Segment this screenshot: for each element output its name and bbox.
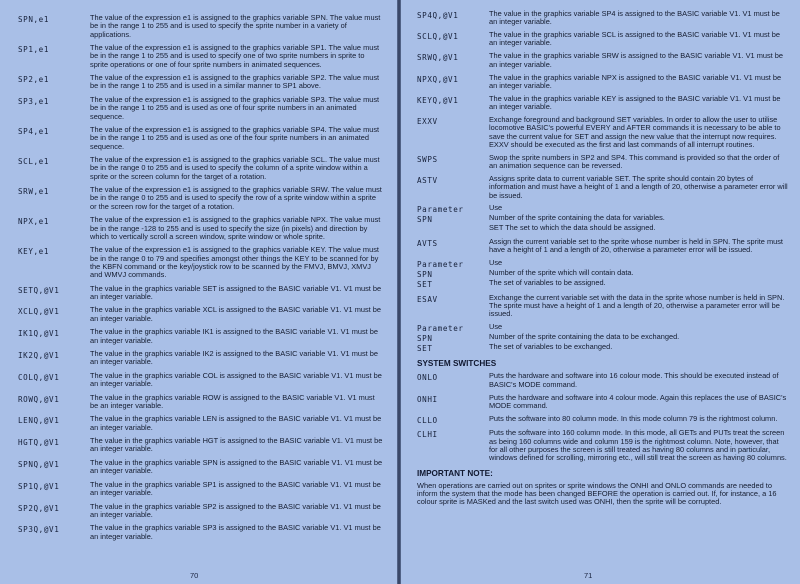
command-keyword: SP1,e1 (18, 45, 50, 55)
command-description: Assigns sprite data to current variable SET. The sprite should contain 20 bytes of information and must have a height of 1 and a length of 20, otherwise a parameter error will be issued. (489, 173, 788, 200)
command-description: The value in the graphics variable SP3 is assigned to the BASIC variable V1. V1 must be an integer variable. (90, 523, 381, 541)
command-keyword: SP1Q,@V1 (18, 481, 60, 491)
command-entry (18, 459, 383, 476)
command-keyword: ESAV (417, 294, 438, 304)
command-description: The set of variables to be exchanged. (489, 342, 613, 352)
command-entry (417, 154, 788, 171)
command-description: The value in the graphics variable COL is assigned to the BASIC variable V1. V1 must be an integer variable. (90, 370, 382, 389)
command-description: The value in the graphics variable SRW is assigned to the BASIC variable V1. V1 must be an integer variable. (489, 51, 783, 69)
command-keyword: SCL,e1 (18, 157, 50, 167)
page-number-right: 71 (584, 571, 593, 580)
command-description: The value of the expression e1 is assigned to the graphics variable SRW. The value must be in the range 0 to 255 and is used to specify the row of a sprite window within a sprite or the screen row for the target of a rotation. (90, 185, 382, 211)
command-description: Puts the software into 160 column mode. In this mode, all GETs and PUTs treat the screen as being 160 columns wide and column 159 is the rightmost column. Note, however, that for all other purposes the screen is still treated as having 80 columns and in particular, windows defined for scrolling, mirroring etc., will still treat the screen as having 80 columns. (489, 428, 787, 463)
command-entry-avts (417, 238, 788, 255)
command-description: Number of the sprite which will contain data. (489, 267, 634, 277)
command-keyword: SPN (417, 269, 433, 279)
command-keyword: IK2Q,@V1 (18, 351, 60, 361)
command-entry (417, 116, 788, 149)
important-note-text: When operations are carried out on sprites or sprite windows the ONHI and ONLO commands are needed to inform the system that the mode has been changed BEFORE the operation is carried out. If, for instance, a 16 colour sprite is MASKed and the last switch used was ONHI, then the sprite will be corrupted. (417, 480, 777, 506)
command-keyword: KEY,e1 (18, 247, 50, 257)
command-description: Use (489, 203, 503, 213)
command-entry (417, 10, 788, 27)
command-keyword: Parameter (417, 259, 464, 269)
right-page (401, 0, 800, 584)
system-switches-list (417, 372, 788, 462)
command-description: The value in the graphics variable LEN is assigned to the BASIC variable V1. V1 must be an integer variable. (90, 414, 382, 432)
command-description: The value in the graphics variable IK2 is assigned to the BASIC variable V1. V1 must be an integer variable. (90, 349, 378, 367)
left-entries (18, 14, 383, 541)
command-description: Swop the sprite numbers in SP2 and SP4. This command is provided so that the order of an animation sequence can be reversed. (489, 152, 780, 171)
command-keyword: COLQ,@V1 (18, 372, 60, 382)
command-entry (18, 186, 383, 211)
command-description: The value in the graphics variable NPX is assigned to the BASIC variable V1. V1 must be an integer variable. (489, 72, 782, 90)
command-description: The value of the expression e1 is assigned to the graphics variable NPX. The value must be in the range -128 to 255 and is used to specify the size (in pixels) and direction by which to vertically scroll a screen window, sprite window or whole sprite. (90, 215, 381, 241)
command-entry (18, 328, 383, 345)
command-entry (18, 44, 383, 69)
command-entry (417, 372, 788, 389)
command-description: The value in the graphics variable HGT is assigned to the BASIC variable V1. V1 must be an integer variable. (90, 436, 383, 454)
command-keyword: SRW,e1 (18, 187, 50, 197)
command-keyword: SWPS (417, 154, 438, 164)
command-entry (18, 415, 383, 432)
command-entry (417, 175, 788, 200)
page-number-left: 70 (190, 571, 199, 580)
command-entry (18, 246, 383, 279)
command-keyword: KEYQ,@V1 (417, 95, 459, 105)
command-description: The value in the graphics variable ROW is assigned to the BASIC variable V1. V1 must be an integer variable. (90, 392, 375, 410)
command-description: The value of the expression e1 is assigned to the graphics variable SP2. The value must be in the range 1 to 255 and is used in a similar manner to SP1 above. (90, 73, 380, 91)
command-description: Assign the current variable set to the sprite whose number is held in SPN. The sprite must have a height of 1 and a length of 20, otherwise a parameter error will be issued. (489, 236, 783, 254)
command-entry (18, 524, 383, 541)
command-entry (18, 350, 383, 367)
command-entry (18, 126, 383, 151)
command-description: The value in the graphics variable SP1 is assigned to the BASIC variable V1. V1 must be an integer variable. (90, 479, 381, 498)
parameter-table-avts (417, 259, 788, 289)
command-entry (417, 224, 788, 232)
command-entry-esav (417, 294, 788, 319)
command-description: Puts the hardware and software into 16 colour mode. This should be executed instead of BASIC's MODE command. (489, 371, 779, 389)
command-entry (417, 343, 788, 353)
command-description: The value of the expression e1 is assigned to the graphics variable SPN. The value must be in the range 1 to 255 and is used to specify the sprite number in a variety of applications. (90, 13, 381, 39)
command-entry (417, 429, 788, 462)
command-entry (18, 14, 383, 39)
command-description: Exchange the current variable set with the data in the sprite whose number is held in SPN. The sprite must have a height of 1 and a length of 20, otherwise a parameter error will be issued. (489, 292, 785, 319)
command-keyword: LENQ,@V1 (18, 416, 60, 426)
command-entry (18, 306, 383, 323)
command-description: The value of the expression e1 is assigned to the graphics variable SP4. The value must be in the range 1 to 255 and is used as one of the four sprite numbers in an animated sequence. (90, 125, 380, 151)
command-description: The value in the graphics variable SP2 is assigned to the BASIC variable V1. V1 must be an integer variable. (90, 501, 381, 519)
important-note-heading: IMPORTANT NOTE: (417, 468, 493, 478)
command-keyword: ONLO (417, 373, 438, 383)
command-description: SET The set to which the data should be assigned. (489, 223, 656, 233)
command-keyword: SET (417, 344, 433, 354)
command-keyword: SP3,e1 (18, 96, 50, 106)
system-switches-heading: SYSTEM SWITCHES (417, 359, 497, 369)
command-entry (417, 31, 788, 48)
command-description: The value of the expression e1 is assigned to the graphics variable SCL. The value must be in the range 0 to 255 and is used to specify the column of a sprite window within a sprite or the screen column for the target of a rotation. (90, 155, 380, 181)
parameter-table-esav (417, 323, 788, 353)
command-entry (18, 216, 383, 241)
command-description: Use (489, 257, 503, 267)
command-entry (18, 372, 383, 389)
command-keyword: NPXQ,@V1 (417, 74, 459, 84)
command-entry (417, 74, 788, 91)
command-keyword: HGTQ,@V1 (18, 438, 60, 448)
command-keyword: SP3Q,@V1 (18, 525, 60, 535)
command-description: Use (489, 322, 503, 332)
command-keyword: SPNQ,@V1 (18, 459, 60, 469)
command-entry (18, 156, 383, 181)
command-keyword: SPN (417, 215, 433, 225)
command-entry (18, 503, 383, 520)
command-keyword: Parameter (417, 324, 464, 334)
command-entry (18, 481, 383, 498)
command-entry (417, 95, 788, 112)
command-entry (417, 394, 788, 411)
command-keyword: SP4,e1 (18, 127, 50, 137)
command-description: The value in the graphics variable SP4 is assigned to the BASIC variable V1. V1 must be an integer variable. (489, 9, 780, 27)
command-keyword: SCLQ,@V1 (417, 32, 459, 42)
command-entry (18, 74, 383, 91)
command-description: The value in the graphics variable XCL is assigned to the BASIC variable V1. V1 must be an integer variable. (90, 305, 381, 323)
command-keyword: SRWQ,@V1 (417, 53, 459, 63)
command-description: The value in the graphics variable SPN is assigned to the BASIC variable V1. V1 must be an integer variable. (90, 457, 383, 476)
command-entry (417, 415, 788, 425)
command-description: Puts the software into 80 column mode. In this mode column 79 is the rightmost column. (489, 413, 778, 423)
command-keyword: ROWQ,@V1 (18, 394, 60, 404)
command-description: The value of the expression e1 is assigned to the graphics variable SP3. The value must be in the range 1 to 255 and is used as one of four sprite numbers in an animated sequence. (90, 94, 380, 121)
command-keyword: EXXV (417, 116, 438, 126)
command-keyword: SP4Q,@V1 (417, 11, 459, 20)
command-keyword: Parameter (417, 205, 464, 215)
command-entry (18, 437, 383, 454)
command-keyword: CLLO (417, 415, 438, 425)
command-keyword: SP2,e1 (18, 75, 50, 85)
command-description: The value in the graphics variable KEY is assigned to the BASIC variable V1. V1 must be an integer variable. (489, 93, 781, 112)
right-entries (417, 10, 788, 200)
command-description: The set of variables to be assigned. (489, 277, 606, 287)
command-entry (417, 52, 788, 69)
command-entry (417, 279, 788, 289)
command-keyword: CLHI (417, 430, 438, 440)
command-keyword: SP2Q,@V1 (18, 503, 60, 513)
command-keyword: SPN (417, 334, 433, 344)
command-keyword: XCLQ,@V1 (18, 307, 60, 317)
command-description: Exchange foreground and background SET variables. In order to allow the user to utilise locomotive BASIC's powerful EVERY and AFTER commands it is necessary to be able to save the current value for SET and assign the new value that the interrupt now requires. EXXV should be executed as the first and last commands of all interrupt routines. (489, 114, 781, 149)
command-keyword: NPX,e1 (18, 217, 50, 227)
command-keyword: ONHI (417, 394, 438, 404)
parameter-table-astv (417, 204, 788, 232)
command-description: Number of the sprite containing the data for variables. (489, 213, 665, 223)
command-keyword: IK1Q,@V1 (18, 329, 60, 339)
command-keyword: ASTV (417, 175, 438, 185)
command-keyword: SETQ,@V1 (18, 285, 60, 295)
command-entry (18, 285, 383, 302)
command-keyword: SPN,e1 (18, 15, 50, 24)
command-keyword (417, 224, 489, 225)
command-description: The value of the expression e1 is assigned to the graphics variable KEY. The value must be in the range 0 to 79 and specifies amongst other things the KEY to be scanned for by the KBFN command or the key/joystick row to be scanned by the FMVJ, BMVJ, XMVJ and WMVJ commands. (90, 245, 379, 280)
command-description: Puts the hardware and software into 4 colour mode. Again this replaces the use of BASIC's MODE command. (489, 392, 787, 410)
command-entry (18, 96, 383, 121)
command-description: Number of the sprite containing the data to be exchanged. (489, 332, 680, 342)
command-keyword: AVTS (417, 238, 438, 248)
command-description: The value in the graphics variable IK1 is assigned to the BASIC variable V1. V1 must be an integer variable. (90, 327, 378, 345)
left-page (0, 0, 397, 584)
command-description: The value in the graphics variable SET is assigned to the BASIC variable V1. V1 must be an integer variable. (90, 283, 382, 301)
command-entry (18, 394, 383, 411)
command-keyword: SET (417, 279, 433, 289)
command-description: The value of the expression e1 is assigned to the graphics variable SP1. The value must be in the range 1 to 255 and is used to specify one of two sprite numbers in sprite to sprite operations or one of four sprite numbers in animated sequences. (90, 43, 380, 69)
command-description: The value in the graphics variable SCL is assigned to the BASIC variable V1. V1 must be an integer variable. (489, 30, 780, 48)
